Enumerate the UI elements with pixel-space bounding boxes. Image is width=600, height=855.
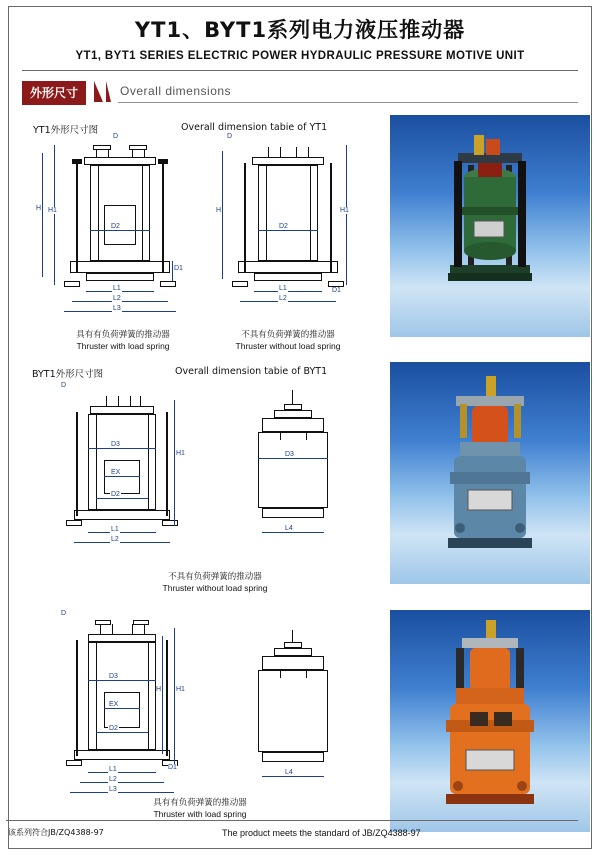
product-photo-blue [390,362,590,584]
dim-D3-label: D3 [111,441,120,448]
section-banner [22,81,578,103]
product-photo-orange [390,610,590,832]
dim-D-label: D [61,610,67,617]
dim-D3-label: D3 [285,451,294,458]
footer-standard-cn: 该系列符合JB/ZQ4388-97 [8,828,104,837]
dim-H1-label: H1 [48,207,57,214]
caption-yt1-with-spring: 具有有负荷弹簧的推动器 Thruster with load spring [76,330,170,351]
dim-L3-label: L3 [109,786,117,793]
dim-H1-label: H1 [176,450,185,457]
drawing-byt1-with-spring [61,610,185,793]
section-tag-cn: 外形尺寸 [22,81,86,105]
banner-slash-1 [94,81,103,102]
header-divider [22,70,578,71]
dim-H-label: H [156,686,162,693]
dim-D3-label: D3 [109,673,118,680]
dim-H-label: H [216,207,222,214]
drawing-byt1-outline-1 [240,390,350,550]
dim-H1-label: H1 [176,686,185,693]
dim-D-label: D [227,133,233,140]
drawing-byt1-without-spring [61,382,185,550]
dim-EX-label: EX [109,701,119,708]
dim-H-label: H [36,205,42,212]
caption-byt1-without-spring: 不具有负荷弹簧的推动器 Thruster without load spring [162,572,268,593]
drawing-yt1-without-spring [216,133,349,315]
dim-L1-label: L1 [113,285,121,292]
dim-L3-label: L3 [113,305,121,312]
dim-D-label: D [113,133,119,140]
dim-D1-label: D1 [168,764,177,771]
banner-underline [118,102,578,103]
footer-divider [6,820,578,821]
caption-byt1-with-spring: 具有有负荷弹簧的推动器 Thruster with load spring [153,798,247,819]
dim-D2-label: D2 [109,725,118,732]
dim-L2-label: L2 [279,295,287,302]
page-title-en: YT1, BYT1 SERIES ELECTRIC POWER HYDRAULIC PRESSURE MOTIVE UNIT [75,50,525,62]
dim-L4-label: L4 [285,525,293,532]
banner-slash-2 [106,81,111,102]
product-photo-green [390,115,590,337]
dim-D2-label: D2 [111,491,120,498]
dim-D2-label: D2 [279,223,288,230]
footer-standard-en: The product meets the standard of JB/ZQ4388-97 [222,828,421,838]
page-title-cn: YT1、BYT1系列电力液压推动器 [134,18,466,42]
dim-L4-label: L4 [285,769,293,776]
dim-L2-label: L2 [113,295,121,302]
heading-byt-right: Overall dimension tabie of BYT1 [175,366,328,377]
dim-D1-label: D1 [174,265,183,272]
section-tag-en: Overall dimensions [120,84,232,98]
dim-EX-label: EX [111,469,121,476]
dim-H1-label: H1 [340,207,349,214]
dim-D2-label: D2 [111,223,120,230]
heading-yt-left: YT1外形尺寸图 [33,125,99,136]
drawing-yt1-with-spring [36,133,183,315]
heading-byt-left: BYT1外形尺寸图 [32,369,104,380]
drawing-byt1-outline-2 [240,630,350,790]
dim-D1-label: D1 [332,287,341,294]
dim-L1-label: L1 [109,766,117,773]
heading-yt-right: Overall dimension tabie of YT1 [181,122,328,133]
dim-L2-label: L2 [111,536,119,543]
dim-L1-label: L1 [279,285,287,292]
dim-L2-label: L2 [109,776,117,783]
dim-L1-label: L1 [111,526,119,533]
caption-yt1-without-spring: 不具有负荷弹簧的推动器 Thruster without load spring [235,330,341,351]
dim-D-label: D [61,382,67,389]
